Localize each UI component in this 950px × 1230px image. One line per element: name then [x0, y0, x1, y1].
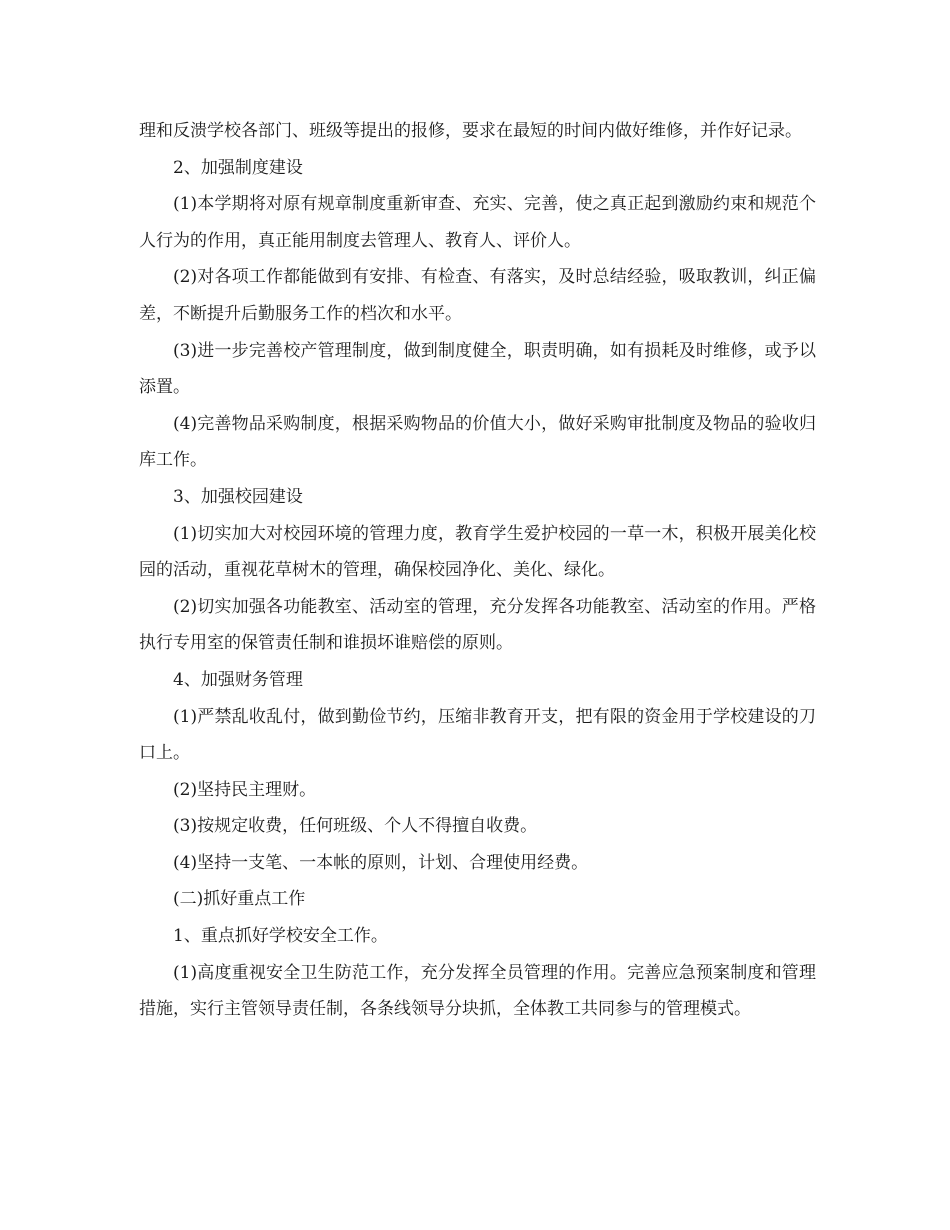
paragraph-item: (2)切实加强各功能教室、活动室的管理，充分发挥各功能教室、活动室的作用。严格执行专用室的保管责任制和谁损坏谁赔偿的原则。	[139, 596, 816, 654]
paragraph-item: (3)进一步完善校产管理制度，做到制度健全，职责明确，如有损耗及时维修，或予以添置。	[139, 340, 816, 398]
paragraph-item: (4)完善物品采购制度，根据采购物品的价值大小，做好采购审批制度及物品的验收归库工作。	[139, 413, 816, 471]
section-heading-2: 2、加强制度建设	[173, 157, 303, 178]
section-heading-4: 4、加强财务管理	[173, 669, 303, 690]
section-heading-part-2: (二)抓好重点工作	[173, 889, 306, 910]
paragraph-item: (1)高度重视安全卫生防范工作，充分发挥全员管理的作用。完善应急预案制度和管理措施，实行主管领导责任制，各条线领导分块抓，全体教工共同参与的管理模式。	[139, 962, 816, 1020]
paragraph-item: (1)严禁乱收乱付，做到勤俭节约，压缩非教育开支，把有限的资金用于学校建设的刀口上。	[139, 706, 816, 764]
document-body	[139, 113, 816, 1028]
paragraph-item: (2)坚持民主理财。	[173, 779, 317, 800]
section-heading-1: 1、重点抓好学校安全工作。	[173, 926, 388, 947]
paragraph-item: (2)对各项工作都能做到有安排、有检查、有落实，及时总结经验，吸取教训，纠正偏差，不断提升后勤服务工作的档次和水平。	[139, 267, 816, 324]
paragraph-continued: 理和反溃学校各部门、班级等提出的报修，要求在最短的时间内做好维修，并作好记录。	[139, 121, 802, 141]
paragraph-item: (3)按规定收费，任何班级、个人不得擅自收费。	[173, 816, 538, 837]
paragraph-item: (4)坚持一支笔、一本帐的原则，计划、合理使用经费。	[173, 852, 589, 873]
section-heading-3: 3、加强校园建设	[173, 486, 303, 507]
paragraph-item: (1)本学期将对原有规章制度重新审查、充实、完善，使之真正起到激励约束和规范个人行为的作用，真正能用制度去管理人、教育人、评价人。	[139, 194, 816, 251]
paragraph-item: (1)切实加大对校园环境的管理力度，教育学生爱护校园的一草一木，积极开展美化校园的活动，重视花草树木的管理，确保校园净化、美化、绿化。	[139, 523, 816, 581]
